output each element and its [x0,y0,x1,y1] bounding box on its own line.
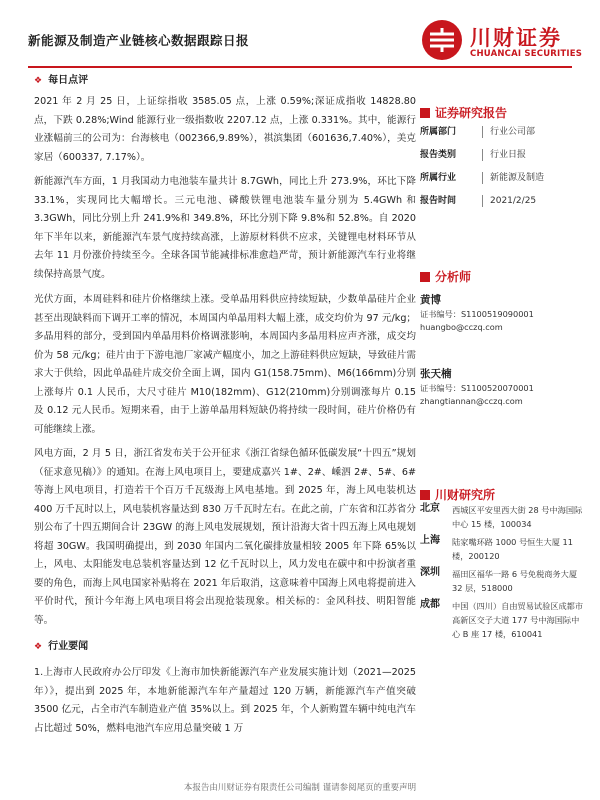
office-shanghai: 上海 陆家嘴环路 1000 号恒生大厦 11 楼，200120 [420,535,573,561]
paragraph-pv [34,291,416,439]
paragraph-text: 风电方面，2 月 5 日，浙江省发布关于公开征求《浙江省绿色循环低碳发展“十四五”规划（征求意见稿）》的通知。在海上风电项目上，要建成嘉兴 1#、2#、嵊泗 2#、5#、6#等海上风电项目，打造若干个百万千瓦级海上风电基地。到 2025 年，海上风电装机达 400 万千瓦时以上，风电装机容量达到 830 万千瓦时左右。在此之前，广东省和江苏省分别公布了十四五期间合计 23GW 的海上风电发展规划，预计沿海大省十四五海上风电规划将超 30GW。我国明确提出，到 2030 年国内二氧化碳排放量相较 2005 年下降 65%以上，风电、太阳能发电总装机容量达到 12 亿千瓦时以上，风力发电在碳中和中扮演者重要的角色，而海上风电国家补贴将在 2021 年后取消，这意味着中国海上风电将提前进入平价时代，预计今年海上风电项目将会出现抢装现象。相关标的：金风科技、明阳智能等。 [34,448,416,626]
logo-english: CHUANCAI SECURITIES [470,49,583,59]
diamond-icon: ❖ [34,76,43,86]
paragraph-text: 光伏方面，本周硅料和硅片价格继续上涨。受单晶用料供应持续短缺，少数单晶硅片企业甚至出现缺料而下调开工率的情况，本周国内单晶用料大幅上涨，成交均价为 97 元/kg；多晶用料的部分，受到国内单晶用料价格调涨影响，本周国内多晶用料应声齐涨，成交均价为 58 元/kg；硅片由于下游电池厂家减产幅度小，加之上游硅料供应短缺，导致硅片需求大于供给，因此单晶硅片成交价全面上调，国内 G1(158.75mm)、M6(166mm)分别上涨每片 0.1 人民币，大尺寸硅片 M10(182mm)、G12(210mm)分别调涨每片 0.15 及 0.12 元人民币。短期来看，由于上游单晶用料短缺仍将持续一段时间，硅片价格仍有可能继续上涨。 [34,294,416,435]
square-icon [420,108,430,118]
header-divider [28,66,572,68]
analyst-title: 分析师 [420,266,471,285]
industry-news-item [34,664,416,738]
analyst-email[interactable]: zhangtiannan@cczq.com [420,396,523,406]
paragraph-text: 新能源汽车方面，1 月我国动力电池装车量共计 8.7GWh，同比上升 273.9%，环比下降 33.1%，实现同比大幅增长。三元电池、磷酸铁锂电池装车量分别为 5.4GWh 和 3.3GWh，同比分别上升 241.9%和 349.8%，环比分别下降 9.8%和 52.8%。自 2020 年下半年以来，新能源汽车景气度持续高涨，上游原材料供不应求，关键锂电材料环节从去年 11 月份涨价持续至今。全球各国节能减排标准愈趋严苛，预计新能源汽车行业将继续保持高景气度。 [34,176,416,280]
paragraph-wind [34,445,416,630]
paragraph-market [34,93,416,167]
paragraph-text: 1.上海市人民政府办公厅印发《上海市加快新能源汽车产业发展实施计划（2021—2025 年）》，提出到 2025 年，本地新能源汽车年产量超过 120 万辆，新能源汽车产值突破 3500 亿元，占全市汽车制造业产值 35%以上。到 2025 年，个人新购置车辆中纯电汽车占比超过 50%，燃料电池汽车应用总量突破 1 万 [34,667,416,734]
meta-row: 报告时间 2021/2/25 [420,190,580,213]
analyst-card [420,368,534,408]
office-chengdu: 成都 中国（四川）自由贸易试验区成都市高新区交子大道 177 号中海国际中心 B 座 17 楼，610041 [420,599,584,639]
analyst-name: 张天楠 [420,368,452,380]
meta-row: 报告类别 行业日报 [420,144,580,167]
analyst-email[interactable]: huangbo@cczq.com [420,322,503,332]
analyst-cert: 证书编号：S1100520070001 [420,383,534,393]
footer-disclaimer: 本报告由川财证券有限责任公司编制 谨请参阅尾页的重要声明 [183,783,417,793]
institute-title: 川财研究所 [420,484,495,503]
analyst-cert: 证书编号：S1100519090001 [420,309,534,319]
report-meta-title: 证券研究报告 [420,102,507,121]
report-meta-table [420,121,580,213]
office-beijing: 北京 西城区平安里西大街 28 号中海国际中心 15 楼，100034 [420,503,583,529]
section-heading: 行业要闻 [48,641,89,652]
office-list [420,503,585,645]
meta-row: 所属部门 行业公司部 [420,121,580,144]
report-title: 新能源及制造产业链核心数据跟踪日报 [28,33,250,48]
analyst-name: 黄博 [420,294,441,306]
chuancai-logo-icon [422,20,462,60]
meta-row: 所属行业 新能源及制造 [420,167,580,190]
logo-text: 川财证券 [470,26,562,50]
office-shenzhen: 深圳 福田区福华一路 6 号免税商务大厦 32 层，518000 [420,567,578,593]
daily-review-section [34,70,416,92]
square-icon [420,272,430,282]
square-icon [420,490,430,500]
analyst-card [420,294,534,334]
paragraph-text: 2021 年 2 月 25 日，上证综指收 3585.05 点，上涨 0.59%;深证成指收 14828.80 点，下跌 0.28%;Wind 能源行业一级指数收 2207.12 点，上涨 0.331%。其中，能源行业涨幅前三的公司为：台海核电（002366,9.89%），祺滨集团（601636,7.40%），美克家居（600337, 7.17%）。 [34,96,416,163]
diamond-icon: ❖ [34,642,43,652]
paragraph-ev [34,173,416,284]
industry-news-section [34,636,416,658]
section-heading: 每日点评 [48,75,89,86]
